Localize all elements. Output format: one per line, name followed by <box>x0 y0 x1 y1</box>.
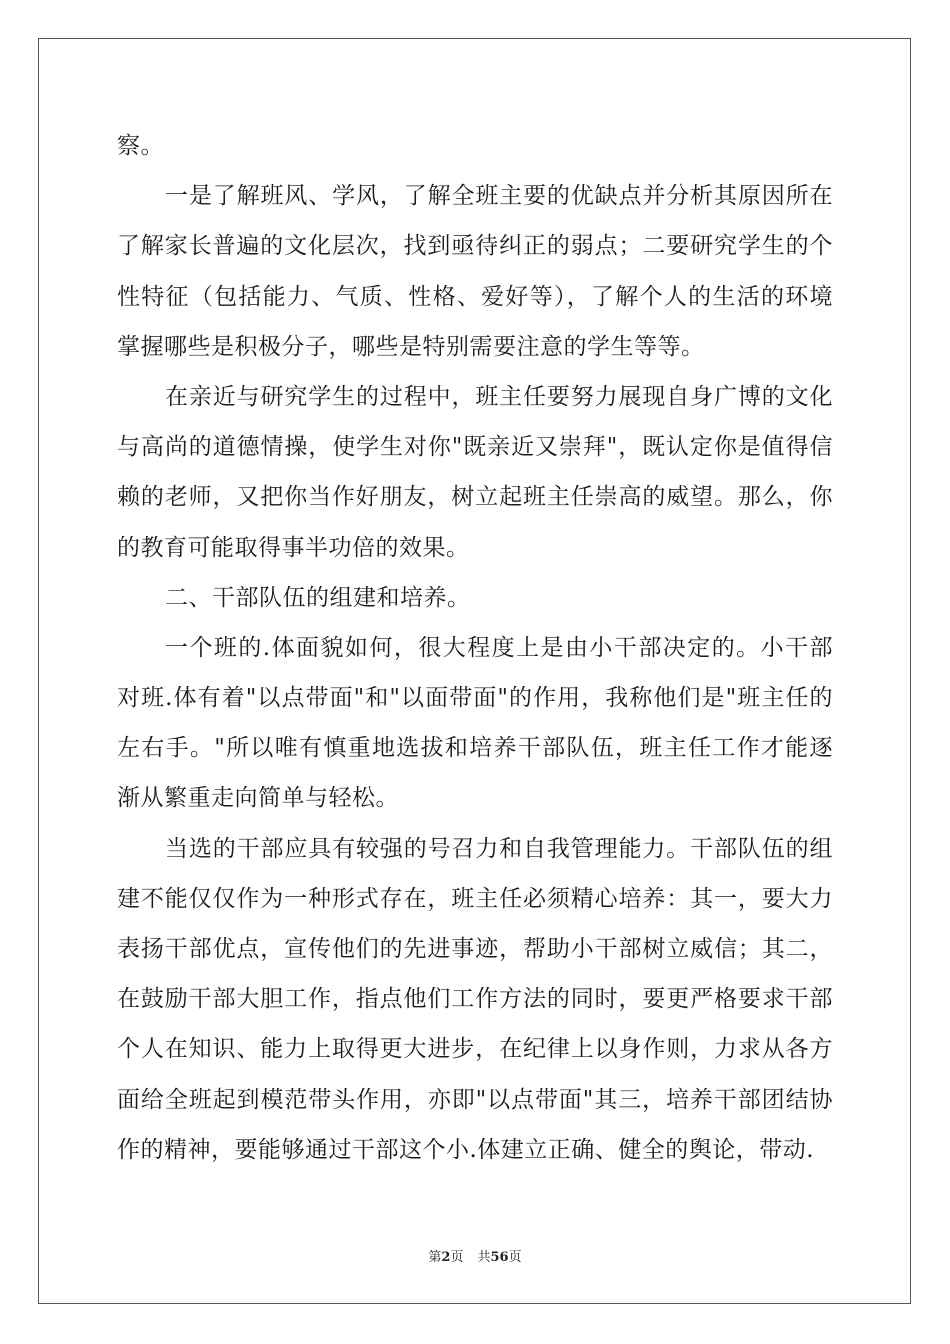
paragraph <box>117 121 833 171</box>
page-number: 2 <box>441 1250 451 1265</box>
text-line: 察。 <box>117 133 164 159</box>
text-line: 作的精神，要能够通过干部这个小.体建立正确、健全的舆论，带动. <box>117 1136 815 1163</box>
page-label-prefix: 第 <box>428 1250 442 1265</box>
page-footer <box>0 1246 950 1265</box>
text-line: 性特征（包括能力、气质、性格、爱好等），了解个人的生活的环境 <box>117 283 833 310</box>
text-line: 表扬干部优点，宣传他们的先进事迹，帮助小干部树立威信；其二， <box>117 936 833 962</box>
text-line: 二、干部队伍的组建和培养。 <box>165 584 471 611</box>
text-line: 渐从繁重走向简单与轻松。 <box>117 785 399 812</box>
text-line: 对班.体有着"以点带面"和"以面带面"的作用，我称他们是"班主任的 <box>117 685 833 712</box>
text-line: 个人在知识、能力上取得更大进步，在纪律上以身作则，力求从各方 <box>117 1036 833 1063</box>
text-line: 的教育可能取得事半功倍的效果。 <box>117 534 470 561</box>
paragraph <box>117 623 833 824</box>
paragraph <box>117 171 833 372</box>
text-line: 面给全班起到模范带头作用，亦即"以点带面"其三，培养干部团结协 <box>117 1086 833 1113</box>
text-line: 建不能仅仅作为一种形式存在，班主任必须精心培养：其一，要大力 <box>117 885 833 912</box>
text-line: 掌握哪些是积极分子，哪些是特别需要注意的学生等等。 <box>117 333 705 360</box>
text-line: 在亲近与研究学生的过程中，班主任要努力展现自身广博的文化 <box>165 383 833 410</box>
text-line: 一个班的.体面貌如何，很大程度上是由小干部决定的。小干部 <box>165 634 833 661</box>
text-line: 一是了解班风、学风，了解全班主要的优缺点并分析其原因所在 <box>165 183 833 210</box>
text-line: 在鼓励干部大胆工作，指点他们工作方法的同时，要更严格要求干部 <box>117 986 833 1013</box>
total-label-prefix: 共 <box>477 1250 491 1265</box>
paragraph <box>117 824 833 1175</box>
text-line: 左右手。"所以唯有慎重地选拔和培养干部队伍，班主任工作才能逐 <box>117 735 833 762</box>
paragraph <box>117 372 833 573</box>
total-pages: 56 <box>490 1250 509 1265</box>
document-body <box>117 121 833 1175</box>
text-line: 了解家长普遍的文化层次，找到亟待纠正的弱点；二要研究学生的个 <box>117 233 833 260</box>
text-line: 当选的干部应具有较强的号召力和自我管理能力。干部队伍的组 <box>165 835 833 862</box>
paragraph <box>117 573 833 623</box>
page-label-suffix: 页 <box>450 1250 464 1265</box>
text-line: 赖的老师，又把你当作好朋友，树立起班主任崇高的威望。那么，你 <box>117 484 833 511</box>
total-label-suffix: 页 <box>508 1250 522 1265</box>
text-line: 与高尚的道德情操，使学生对你"既亲近又崇拜"，既认定你是值得信 <box>117 434 833 461</box>
